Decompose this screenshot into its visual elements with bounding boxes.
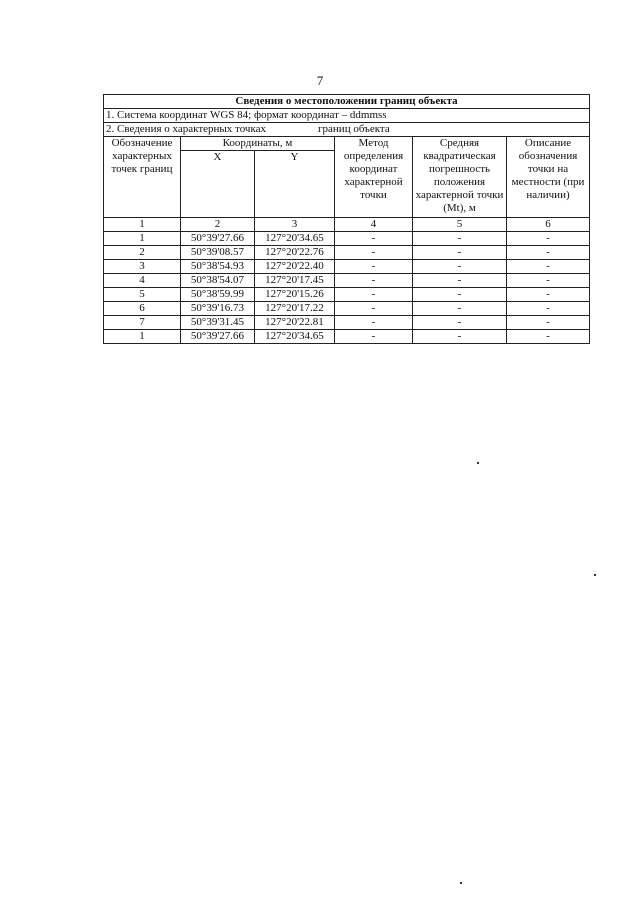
header-method: Метод определения координат характерной точки	[335, 137, 413, 218]
point-id: 7	[104, 316, 181, 330]
accuracy-value: -	[413, 302, 507, 316]
coord-x: 50°39'27.66	[181, 232, 255, 246]
table-row	[104, 330, 590, 344]
page-number: 7	[316, 73, 324, 88]
table-row	[104, 302, 590, 316]
coord-y: 127°20'22.76	[255, 246, 335, 260]
table-row	[104, 316, 590, 330]
point-id: 2	[104, 246, 181, 260]
column-number: 5	[413, 218, 507, 232]
method-value: -	[335, 316, 413, 330]
coord-x: 50°39'27.66	[181, 330, 255, 344]
point-id: 5	[104, 288, 181, 302]
coord-x: 50°39'08.57	[181, 246, 255, 260]
method-value: -	[335, 232, 413, 246]
accuracy-value: -	[413, 316, 507, 330]
description-value: -	[507, 274, 590, 288]
description-value: -	[507, 316, 590, 330]
method-value: -	[335, 330, 413, 344]
accuracy-value: -	[413, 330, 507, 344]
point-id: 3	[104, 260, 181, 274]
coord-x: 50°39'31.45	[181, 316, 255, 330]
coord-x: 50°39'16.73	[181, 302, 255, 316]
coord-y: 127°20'17.45	[255, 274, 335, 288]
header-designation: Обозначение характерных точек границ	[104, 137, 181, 218]
point-id: 4	[104, 274, 181, 288]
table-title: Сведения о местоположении границ объекта	[104, 95, 590, 109]
point-id: 1	[104, 330, 181, 344]
coord-y: 127°20'22.81	[255, 316, 335, 330]
characteristic-points-row	[104, 123, 590, 137]
coordinate-system-row: 1. Система координат WGS 84; формат координат – ddmmss	[104, 109, 590, 123]
coord-y: 127°20'17.22	[255, 302, 335, 316]
header-y: Y	[255, 151, 335, 218]
description-value: -	[507, 232, 590, 246]
accuracy-value: -	[413, 260, 507, 274]
accuracy-value: -	[413, 232, 507, 246]
accuracy-value: -	[413, 274, 507, 288]
scan-speck	[594, 574, 596, 576]
method-value: -	[335, 288, 413, 302]
accuracy-value: -	[413, 288, 507, 302]
coord-x: 50°38'54.93	[181, 260, 255, 274]
column-number-row	[104, 218, 590, 232]
object-boundaries-label: границ объекта	[318, 123, 390, 135]
description-value: -	[507, 246, 590, 260]
point-id: 6	[104, 302, 181, 316]
method-value: -	[335, 260, 413, 274]
coord-y: 127°20'34.65	[255, 232, 335, 246]
table-row	[104, 288, 590, 302]
description-value: -	[507, 330, 590, 344]
header-description: Описание обозначения точки на местности (при наличии)	[507, 137, 590, 218]
boundary-table	[103, 94, 590, 344]
column-number: 1	[104, 218, 181, 232]
point-id: 1	[104, 232, 181, 246]
method-value: -	[335, 274, 413, 288]
header-x: X	[181, 151, 255, 218]
scan-speck	[460, 882, 462, 884]
header-accuracy: Средняя квадратическая погрешность положения характерной точки (Mt), м	[413, 137, 507, 218]
column-number: 6	[507, 218, 590, 232]
description-value: -	[507, 288, 590, 302]
table-row	[104, 246, 590, 260]
scan-speck	[477, 462, 479, 464]
column-number: 3	[255, 218, 335, 232]
coord-y: 127°20'22.40	[255, 260, 335, 274]
accuracy-value: -	[413, 246, 507, 260]
column-number: 2	[181, 218, 255, 232]
coord-y: 127°20'34.65	[255, 330, 335, 344]
table-row	[104, 274, 590, 288]
table-row	[104, 260, 590, 274]
method-value: -	[335, 302, 413, 316]
coord-x: 50°38'54.07	[181, 274, 255, 288]
description-value: -	[507, 260, 590, 274]
table-row	[104, 232, 590, 246]
characteristic-points-label: 2. Сведения о характерных точках	[106, 123, 267, 135]
header-coordinates: Координаты, м	[181, 137, 335, 151]
column-number: 4	[335, 218, 413, 232]
coord-y: 127°20'15.26	[255, 288, 335, 302]
description-value: -	[507, 302, 590, 316]
coord-x: 50°38'59.99	[181, 288, 255, 302]
method-value: -	[335, 246, 413, 260]
